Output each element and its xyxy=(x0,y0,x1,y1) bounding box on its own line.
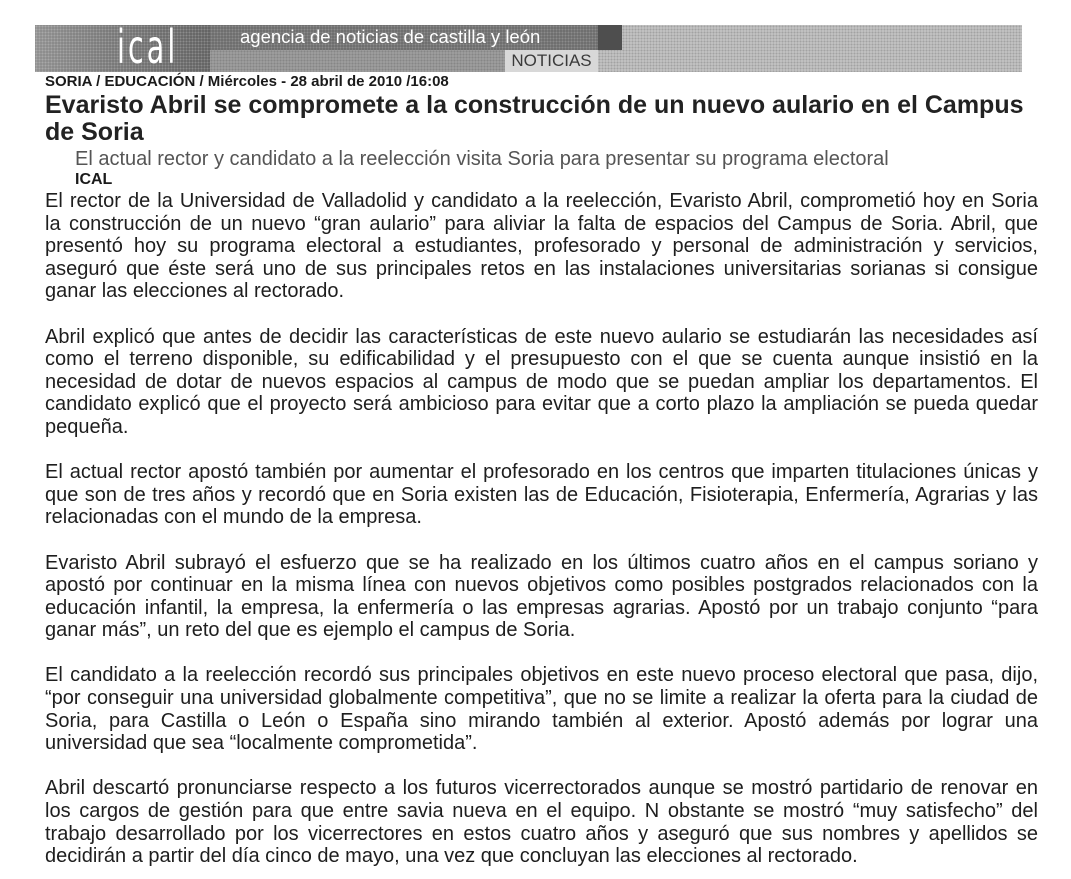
text-line: El actual rector apostó también por aumentar el profesorado en los centros que imparten titulaciones únicas y xyxy=(45,461,1038,484)
article-paragraph xyxy=(45,552,1038,642)
agency-banner xyxy=(35,25,1022,72)
text-line: apostó por continuar en la misma línea con nuevos objetivos como posibles postgrados relacionados con la xyxy=(45,574,1038,597)
tagline-band xyxy=(210,25,598,50)
text-line: los cargos de gestión para que entre savia nueva en el equipo. N obstante se mostró “muy satisfecho” del xyxy=(45,800,1038,823)
text-line: como el terreno disponible, su edificabilidad y el presupuesto con el que se cuenta aunque insistió en la xyxy=(45,348,1038,371)
text-line: ganar las elecciones al rectorado. xyxy=(45,280,345,303)
text-line: El candidato a la reelección recordó sus principales objetivos en este nuevo proceso electoral que pasa, dijo, xyxy=(45,664,1038,687)
article-dateline: SORIA / EDUCACIÓN / Miércoles - 28 abril de 2010 /16:08 xyxy=(45,73,449,90)
text-line: trabajo desarrollado por los vicerrectores en estos cuatro años y aseguró que sus nombres y apellidos se xyxy=(45,822,1038,845)
text-line: Soria, para Castilla o León o España sino mirando también al exterior. Apostó además por lograr una xyxy=(45,709,1038,732)
text-line: relacionadas con el mundo de la empresa. xyxy=(45,506,422,529)
article-paragraph xyxy=(45,777,1038,867)
agency-tagline: agencia de noticias de castilla y león xyxy=(240,26,541,47)
article-body xyxy=(45,190,1038,879)
text-line: educación infantil, la empresa, la enfermería o las empresas agrarias. Apostó por un trabajo conjunto “para xyxy=(45,596,1038,619)
text-line: Abril explicó que antes de decidir las características de este nuevo aulario se estudiarán las necesidades así xyxy=(45,325,1038,348)
banner-dark-square xyxy=(598,25,622,50)
text-line: El rector de la Universidad de Valladolid y candidato a la reelección, Evaristo Abril, comprometió hoy en Soria xyxy=(45,190,1038,212)
text-line: presentó hoy su programa electoral a estudiantes, profesorado y personal de administración y servicios, xyxy=(45,235,1038,258)
text-line: que son de tres años y recordó que en Soria existen las de Educación, Fisioterapia, Enfermería, Agrarias y las xyxy=(45,483,1038,506)
text-line: ganar más”, un reto del que es ejemplo el campus de Soria. xyxy=(45,619,576,642)
article-headline: Evaristo Abril se compromete a la construcción de un nuevo aulario en el Campus de Soria xyxy=(45,91,1024,146)
text-line: Evaristo Abril subrayó el esfuerzo que se ha realizado en los últimos cuatro años en el campus soriano y xyxy=(45,551,1038,574)
article-paragraph xyxy=(45,461,1038,529)
article-paragraph xyxy=(45,664,1038,754)
text-line: Abril descartó pronunciarse respecto a los futuros vicerrectorados aunque se mostró partidario de renovar en xyxy=(45,777,1038,800)
article-byline: ICAL xyxy=(75,171,113,188)
banner-lower-band xyxy=(210,50,505,72)
text-line: universidad que sea “localmente comprometida”. xyxy=(45,732,478,755)
article-subheadline: El actual rector y candidato a la reelección visita Soria para presentar su programa electoral xyxy=(75,148,889,170)
text-line: necesidad de dotar de nuevos espacios al campus de modo que se puedan ampliar los departamentos. El xyxy=(45,370,1038,393)
ical-logo: ical xyxy=(117,25,179,72)
section-label-box xyxy=(505,50,598,72)
section-label: NOTICIAS xyxy=(511,51,592,70)
ical-logo-block xyxy=(35,25,210,72)
text-line: candidato explicó que el proyecto será ambicioso para evitar que a corto plazo la ampliación se pueda quedar xyxy=(45,393,1038,416)
article-paragraph xyxy=(45,190,1038,303)
text-line: pequeña. xyxy=(45,415,129,438)
text-line: decidirán a partir del día cinco de mayo, una vez que concluyan las elecciones al rectorado. xyxy=(45,845,858,868)
article-paragraph xyxy=(45,326,1038,439)
text-line: la construcción de un nuevo “gran aulario” para aliviar la falta de espacios del Campus de Soria. Abril, que xyxy=(45,212,1038,235)
banner-right-band xyxy=(598,25,1022,72)
text-line: aseguró que éste será uno de sus principales retos en las instalaciones universitarias sorianas si consigue xyxy=(45,257,1038,280)
text-line: “por conseguir una universidad globalmente competitiva”, que no se limite a realizar la oferta para la ciudad de xyxy=(45,687,1038,710)
